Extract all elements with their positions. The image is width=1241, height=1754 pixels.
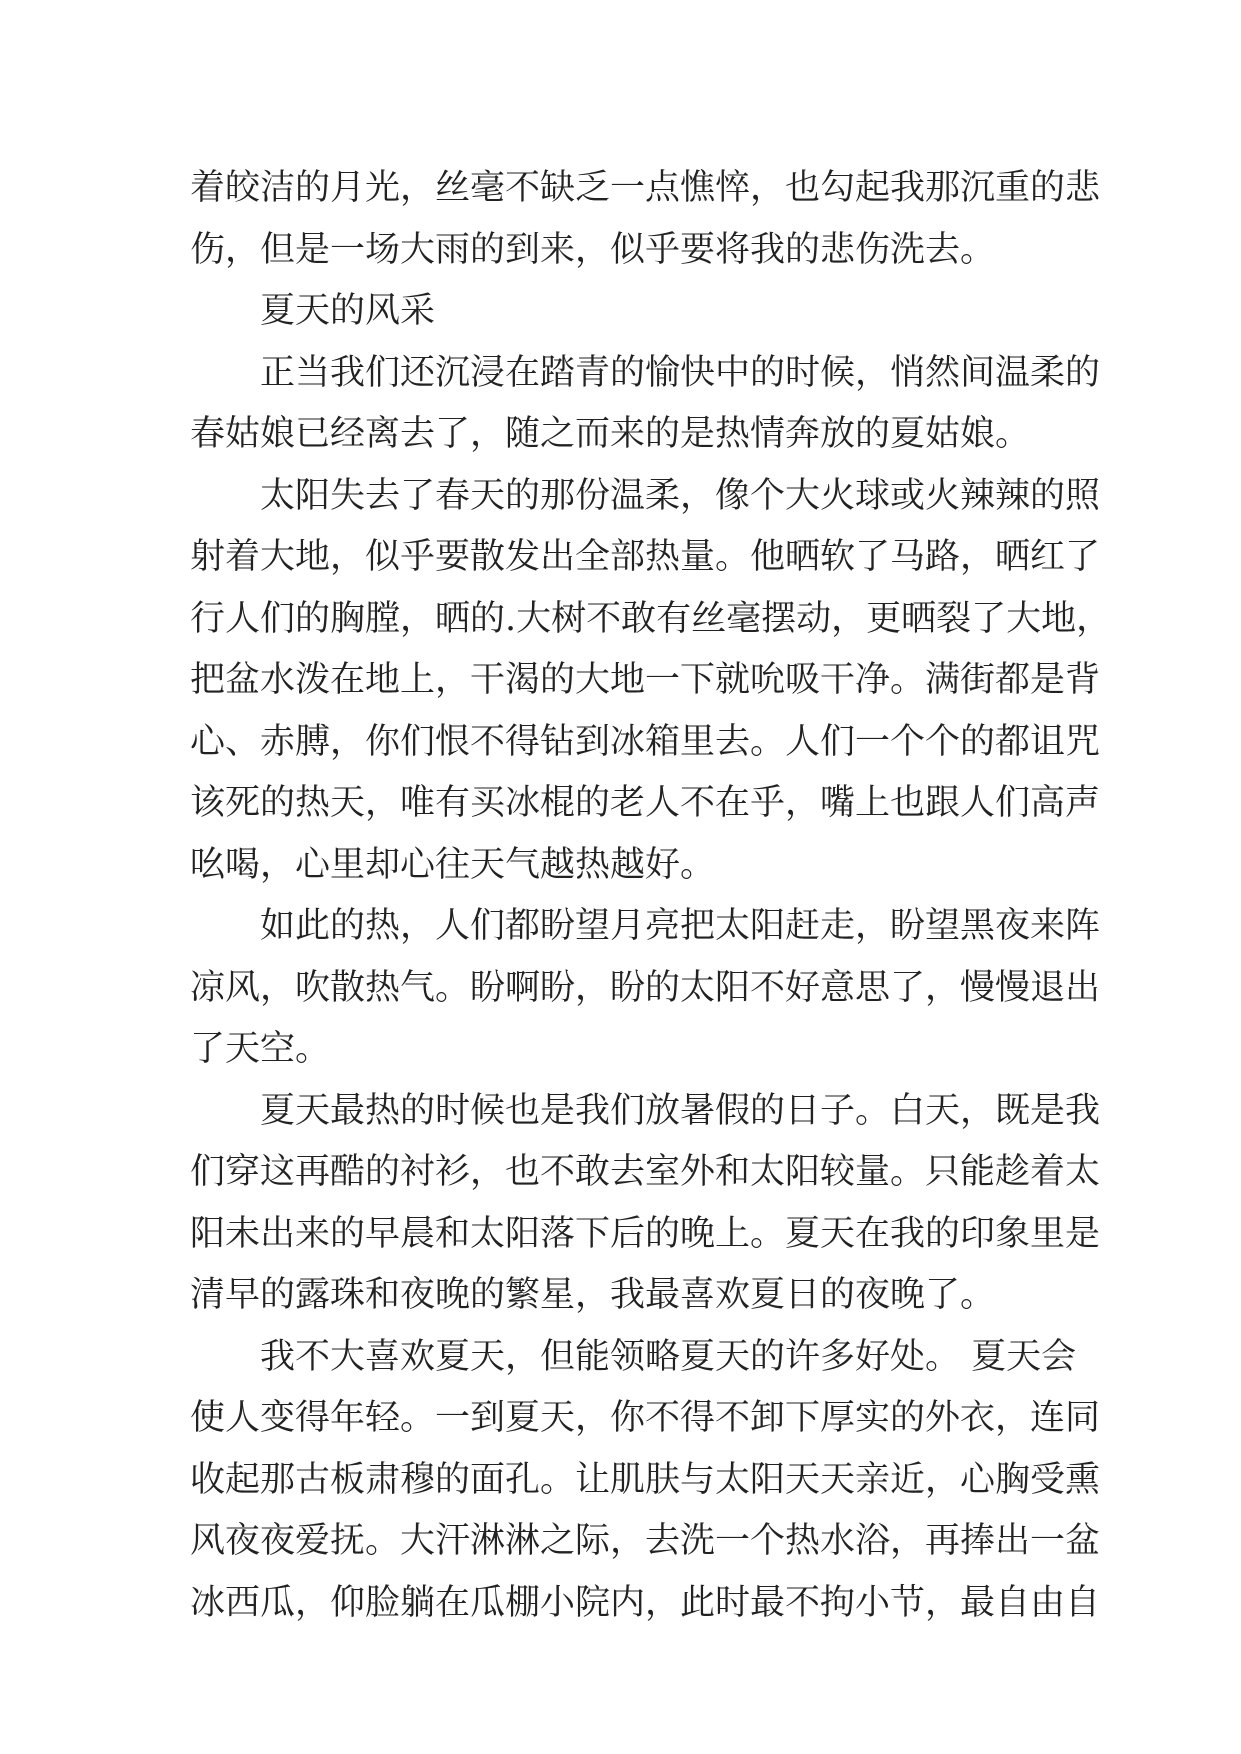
text-line: 把盆水泼在地上，干渴的大地一下就吮吸干净。满街都是背 [190, 660, 1101, 700]
text-line: 伤，但是一场大雨的到来，似乎要将我的悲伤洗去。 [190, 229, 996, 270]
text-line: 使人变得年轻。一到夏天，你不得不卸下厚实的外衣，连同 [190, 1398, 1101, 1438]
text-line: 着皎洁的月光，丝毫不缺乏一点憔悴，也勾起我那沉重的悲 [190, 168, 1101, 208]
text-line: 了天空。 [190, 1029, 331, 1069]
text-line: 心、赤膊，你们恨不得钻到冰箱里去。人们一个个的都诅咒 [190, 721, 1101, 762]
text-line: 们穿这再酷的衬衫，也不敢去室外和太阳较量。只能趁着太 [190, 1152, 1101, 1192]
paragraph-first-line: 如此的热，人们都盼望月亮把太阳赶走，盼望黑夜来阵 [260, 906, 1101, 946]
text-line: 射着大地，似乎要散发出全部热量。他晒软了马路，晒红了 [190, 537, 1101, 577]
article-body [190, 158, 1112, 1634]
paragraph-first-line: 夏天的风采 [260, 291, 436, 331]
text-line: 吆喝，心里却心往天气越热越好。 [190, 844, 716, 885]
text-line: 该死的热天，唯有买冰棍的老人不在乎，嘴上也跟人们高声 [190, 783, 1101, 823]
paragraph-first-line: 我不大喜欢夏天，但能领略夏天的许多好处。 夏天会 [260, 1336, 1077, 1377]
text-line: 凉风，吹散热气。盼啊盼，盼的太阳不好意思了，慢慢退出 [190, 967, 1101, 1008]
paragraph-first-line: 太阳失去了春天的那份温柔，像个大火球或火辣辣的照 [260, 475, 1101, 516]
paragraph-first-line: 夏天最热的时候也是我们放暑假的日子。白天，既是我 [260, 1090, 1101, 1131]
text-line: 行人们的胸膛，晒的.大树不敢有丝毫摆动，更晒裂了大地， [190, 598, 1112, 639]
text-line: 阳未出来的早晨和太阳落下后的晚上。夏天在我的印象里是 [190, 1213, 1101, 1254]
text-line: 清早的露珠和夜晚的繁星，我最喜欢夏日的夜晚了。 [190, 1275, 996, 1315]
text-line: 风夜夜爱抚。大汗淋淋之际，去洗一个热水浴，再捧出一盆 [190, 1521, 1101, 1561]
text-line: 春姑娘已经离去了，随之而来的是热情奔放的夏姑娘。 [190, 414, 1031, 454]
text-line: 冰西瓜，仰脸躺在瓜棚小院内，此时最不拘小节，最自由自 [190, 1582, 1101, 1623]
text-line: 收起那古板肃穆的面孔。让肌肤与太阳天天亲近，心胸受熏 [190, 1459, 1101, 1500]
paragraph-first-line: 正当我们还沉浸在踏青的愉快中的时候，悄然间温柔的 [260, 352, 1101, 393]
